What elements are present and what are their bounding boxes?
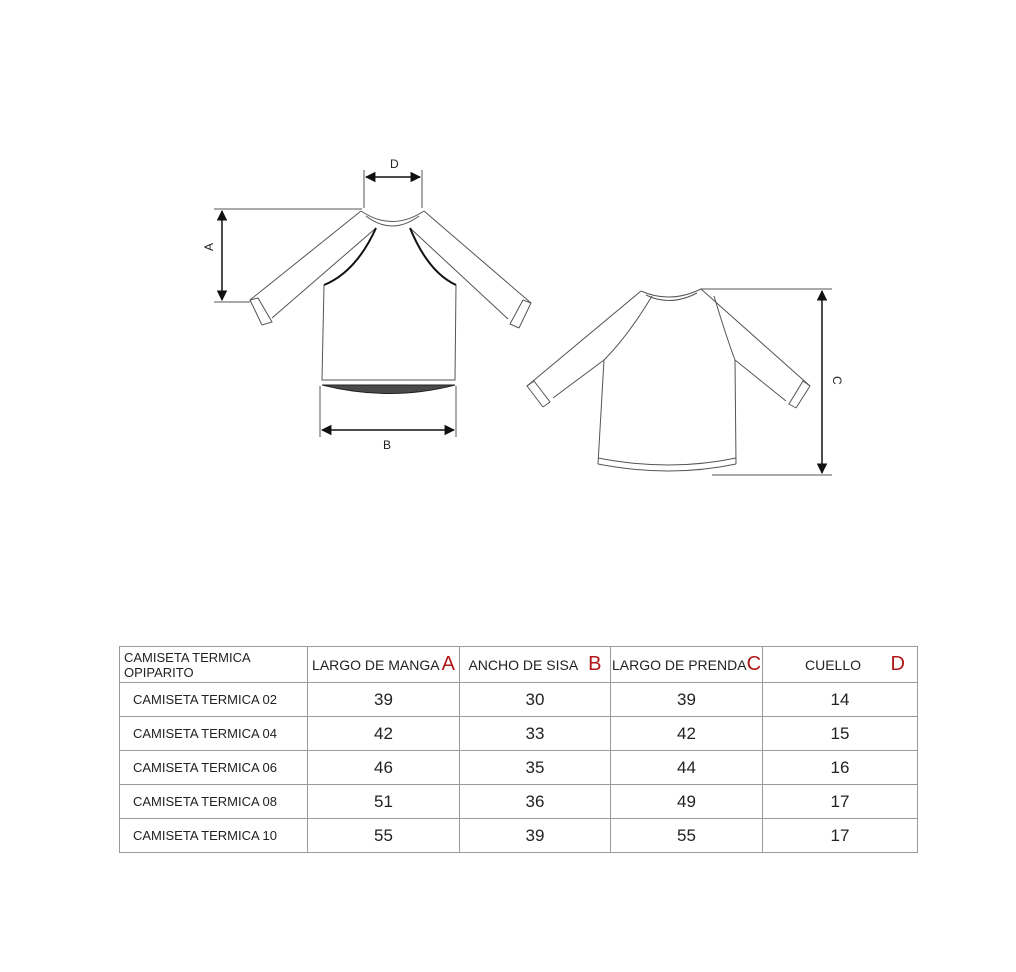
front-raglan-seam-left <box>324 228 376 285</box>
table-header-row <box>120 647 918 683</box>
row-name: CAMISETA TERMICA 06 <box>120 751 308 785</box>
header-product <box>120 647 308 683</box>
row-armhole-width: 35 <box>460 751 611 785</box>
header-sleeve-letter: A <box>441 653 455 675</box>
row-garment-length: 39 <box>611 683 763 717</box>
header-garment-letter: C <box>746 653 762 675</box>
row-name: CAMISETA TERMICA 04 <box>120 717 308 751</box>
front-raglan-seam-right <box>410 228 456 285</box>
row-neck: 17 <box>763 819 918 853</box>
row-sleeve-length: 55 <box>308 819 460 853</box>
row-sleeve-length: 42 <box>308 717 460 751</box>
row-sleeve-length: 51 <box>308 785 460 819</box>
row-neck: 16 <box>763 751 918 785</box>
row-neck: 17 <box>763 785 918 819</box>
dimension-a-label: A <box>202 242 216 251</box>
header-garment-length-label: LARGO DE PRENDA <box>611 657 747 673</box>
row-name: CAMISETA TERMICA 10 <box>120 819 308 853</box>
size-chart-table <box>119 646 918 853</box>
row-armhole-width: 30 <box>460 683 611 717</box>
header-neck-letter: D <box>890 653 905 675</box>
table-row <box>120 751 918 785</box>
row-garment-length: 49 <box>611 785 763 819</box>
row-name: CAMISETA TERMICA 02 <box>120 683 308 717</box>
row-garment-length: 55 <box>611 819 763 853</box>
dimension-d <box>364 157 422 208</box>
dimension-d-label: D <box>390 157 399 171</box>
row-name: CAMISETA TERMICA 08 <box>120 785 308 819</box>
row-neck: 15 <box>763 717 918 751</box>
header-neck-label: CUELLO <box>805 657 862 673</box>
header-garment-length <box>611 647 763 683</box>
row-armhole-width: 36 <box>460 785 611 819</box>
front-hem-shading <box>322 385 455 394</box>
header-armhole-width-label: ANCHO DE SISA <box>468 657 579 673</box>
header-product-label: CAMISETA TERMICA OPIPARITO <box>124 649 250 680</box>
table-row <box>120 819 918 853</box>
row-sleeve-length: 46 <box>308 751 460 785</box>
header-sleeve-length-label: LARGO DE MANGA <box>312 657 440 673</box>
dimension-b <box>320 386 456 452</box>
row-garment-length: 42 <box>611 717 763 751</box>
table-row <box>120 785 918 819</box>
row-neck: 14 <box>763 683 918 717</box>
front-shirt-drawing <box>250 211 531 385</box>
dimension-b-label: B <box>383 438 392 452</box>
back-shirt-drawing <box>527 289 810 471</box>
dimension-c <box>700 289 844 475</box>
row-garment-length: 44 <box>611 751 763 785</box>
header-sleeve-length <box>308 647 460 683</box>
dimension-c-label: C <box>830 376 844 385</box>
table-row <box>120 717 918 751</box>
dimension-a <box>202 209 362 302</box>
header-armhole-width <box>460 647 611 683</box>
row-sleeve-length: 39 <box>308 683 460 717</box>
table-row <box>120 683 918 717</box>
row-armhole-width: 39 <box>460 819 611 853</box>
row-armhole-width: 33 <box>460 717 611 751</box>
header-neck <box>763 647 918 683</box>
header-armhole-letter: B <box>588 653 602 675</box>
